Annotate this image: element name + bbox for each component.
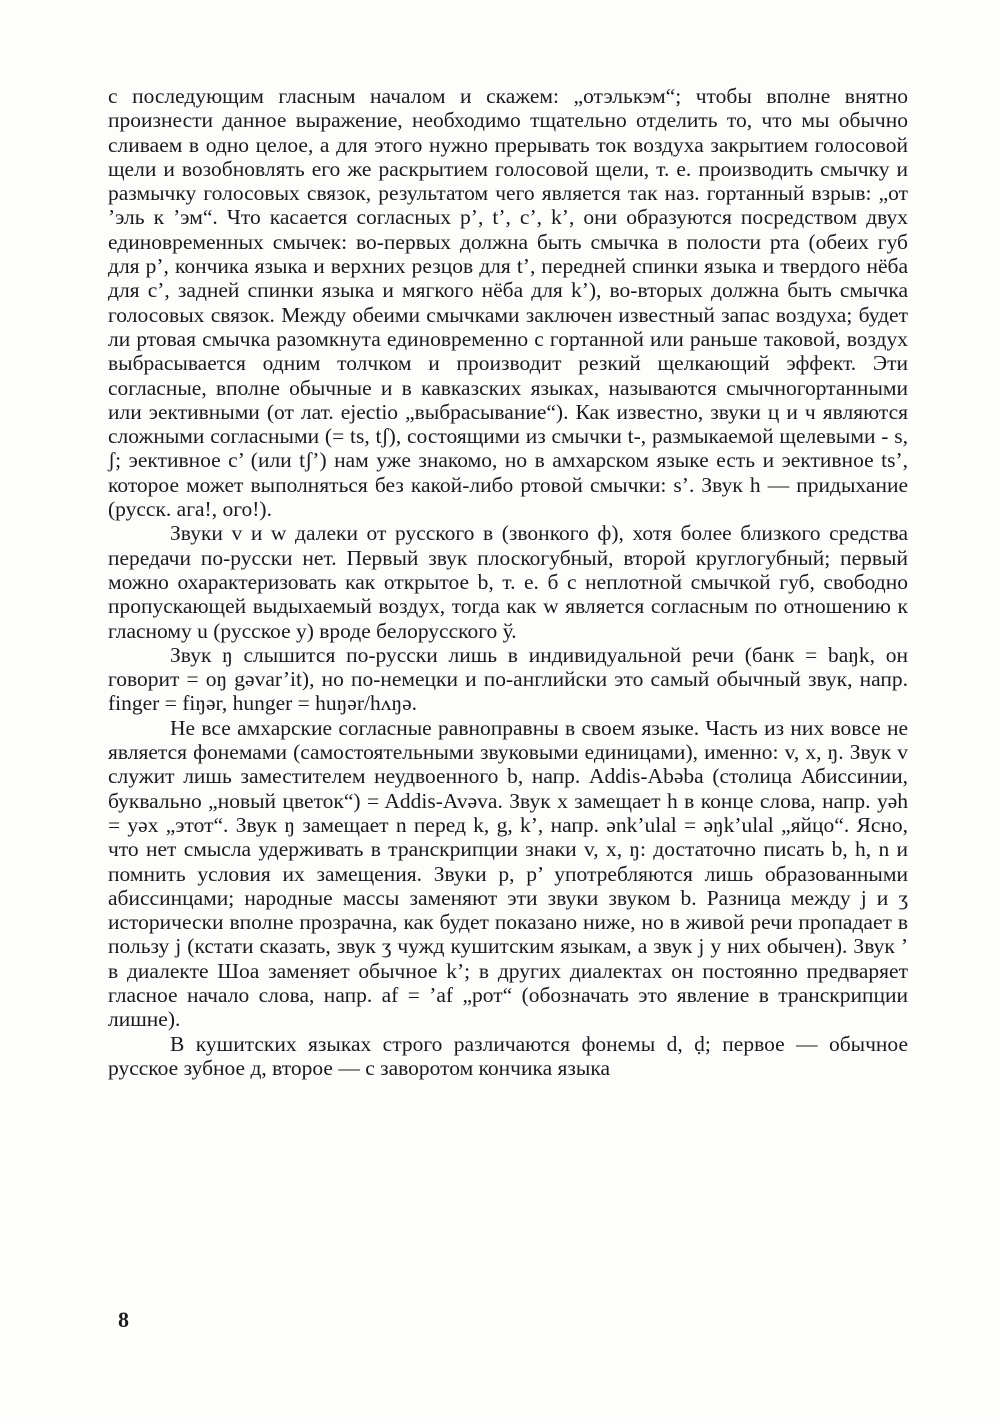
paragraph-v-w-sounds: Звуки v и w далеки от русского в (звонкого ф), хотя более близкого средства передачи по-русски нет. Первый звук плоскогубный, второй круглогубный; первый можно охарактеризовать как открытое b, т. е. б с неплотной смычкой губ, свободно пропускающей выдыхаемый воздух, тогда как w является согласным по отношению к гласному u (русское у) вроде белорусского ў. — [108, 521, 908, 643]
page-number: 8 — [118, 1307, 129, 1332]
paragraph-glottal-stop: с последующим гласным началом и скажем: „отэлькэм“; чтобы вполне внятно произнести данное выражение, необходимо тщательно отделить то, что мы обычно сливаем в одно целое, а для этого нужно прерывать ток воздуха закрытием голосовой щели и возобновлять его же раскрытием голосовой щели, т. е. производить смычку и размычку голосовых связок, результатом чего является так наз. гортанный взрыв: „от ’эль к ’эм“. Что касается согласных p’, t’, c’, k’, они образуются посредством двух единовременных смычек: во-первых должна быть смычка в полости рта (обеих губ для p’, кончика языка и верхних резцов для t’, передней спинки языка и твердого нёба для c’, задней спинки языка и мягкого нёба для k’), во-вторых должна быть смычка голосовых связок. Между обеими смычками заключен известный запас воздуха; будет ли ртовая смычка разомкнута единовременно с гортанной или раньше таковой, воздух выбрасывается одним толчком и производит резкий щелкающий эффект. Эти согласные, вполне обычные и в кавказских языках, называются смычногортанными или эективными (от лат. ejectio „выбрасывание“). Как известно, звуки ц и ч являются сложными согласными (= ts, tʃ), состоящими из смычки t-, размыкаемой щелевыми - s, ʃ; эективное c’ (или tʃ’) нам уже знакомо, но в амхарском языке есть и эективное ts’, которое может выполняться без какой-либо ртовой смычки: s’. Звук h — придыхание (русск. ага!, ого!). — [108, 84, 908, 522]
paragraph-amharic-consonants: Не все амхарские согласные равноправны в своем языке. Часть из них вовсе не является фонемами (самостоятельными звуковыми единицами), именно: v, x, ŋ. Звук v служит лишь заместителем неудвоенного b, напр. Addis-Abəba (столица Абиссинии, буквально „новый цветок“) = Addis-Avəva. Звук x замещает h в конце слова, напр. yəh = yəx „этот“. Звук ŋ замещает n перед k, g, k’, напр. ənk’ulal = əŋk’ulal „яйцо“. Ясно, что нет смысла удерживать в транскрипции знаки v, x, ŋ: достаточно писать b, h, n и помнить условия их замещения. Звуки p, p’ употребляются лишь образованными абиссинцами; народные массы заменяют эти звуки звуком b. Разница между j и ʒ исторически вполне прозрачна, как будет показано ниже, но в живой речи пропадает в пользу j (кстати сказать, звук ʒ чужд кушитским языкам, а звук j у них обычен). Звук ’ в диалекте Шоа заменяет обычное k’; в других диалектах он постоянно предваряет гласное начало слова, напр. af = ’af „рот“ (обозначать это явление в транскрипции лишне). — [108, 715, 908, 1032]
paragraph-eng-sound: Звук ŋ слышится по-русски лишь в индивидуальной речи (банк = baŋk, он говорит = oŋ gəvar’it), но по-немецки и по-английски это самый обычный звук, напр. finger = fiŋər, hunger = huŋər/hʌŋə. — [108, 642, 908, 716]
body-text — [108, 84, 908, 1080]
paragraph-cushitic-phonemes: В кушитских языках строго различаются фонемы d, ḍ; первое — обычное русское зубное д, второе — с заворотом кончика языка — [108, 1031, 908, 1080]
